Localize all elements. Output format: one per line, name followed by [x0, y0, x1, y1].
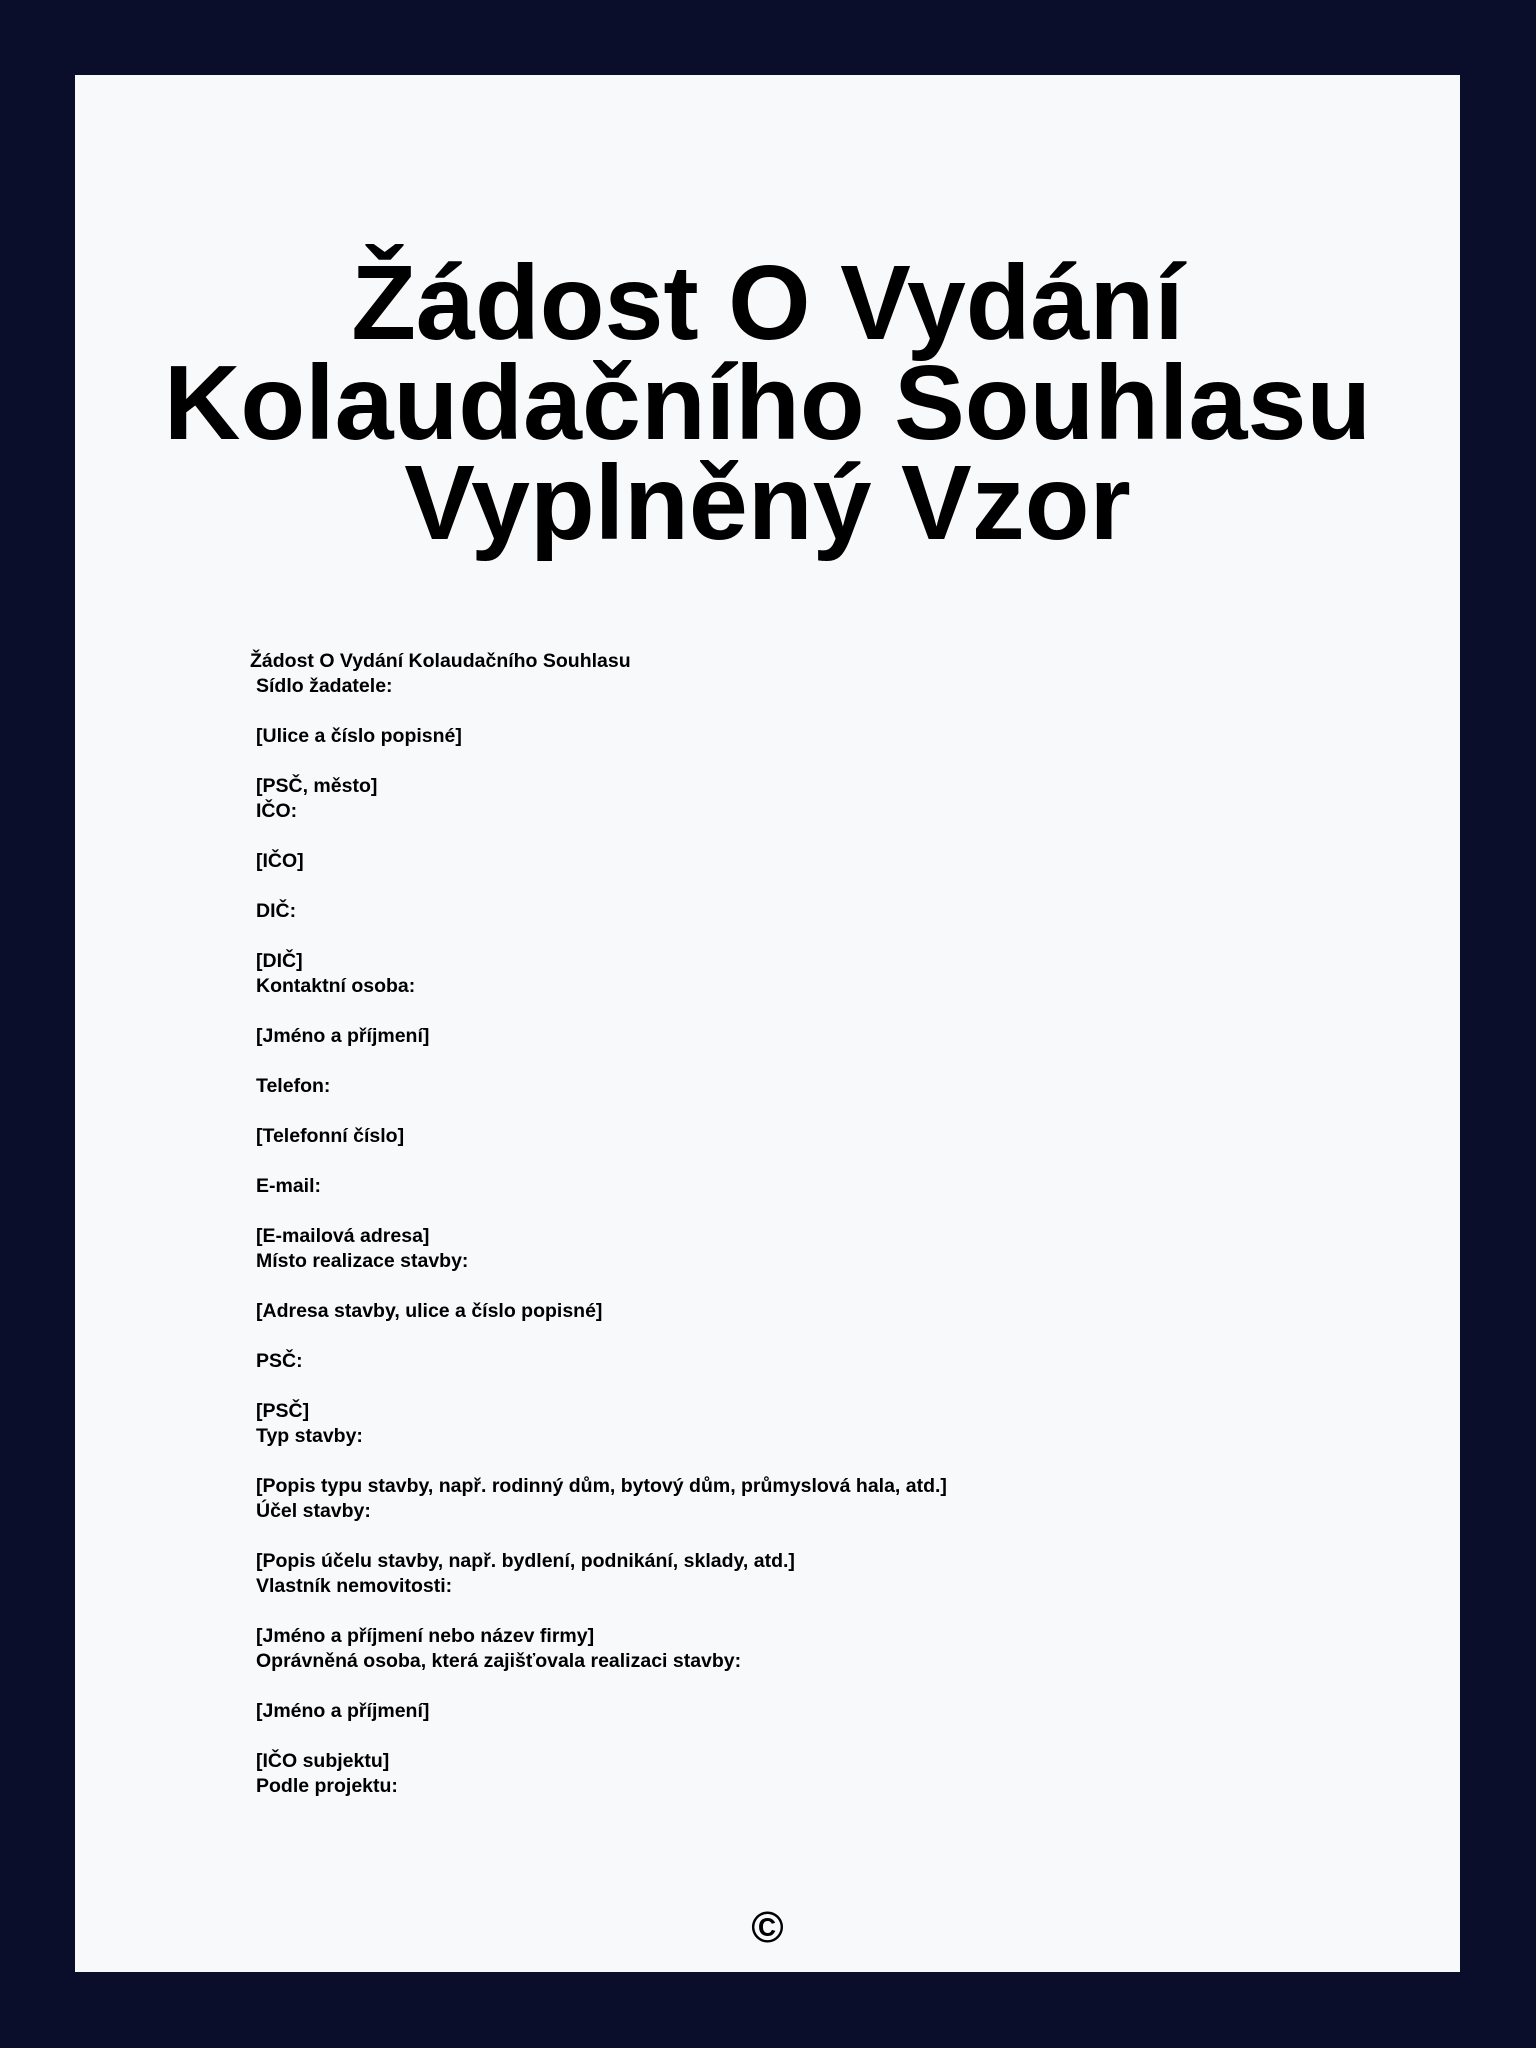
subject-ico-placeholder: [IČO subjektu]	[256, 1750, 390, 1772]
phone-placeholder: [Telefonní číslo]	[256, 1125, 405, 1147]
title-line-1: Žádost O Vydání	[351, 244, 1184, 362]
zip-city-placeholder: [PSČ, město]	[256, 775, 378, 797]
copyright-icon: ©	[751, 1903, 784, 1952]
title-line-2: Kolaudačního Souhlasu	[163, 344, 1372, 462]
contact-name-placeholder: [Jméno a příjmení]	[256, 1025, 430, 1047]
ico-label: IČO:	[256, 800, 298, 822]
phone-label: Telefon:	[256, 1075, 331, 1097]
construction-address-placeholder: [Adresa stavby, ulice a číslo popisné]	[256, 1300, 603, 1322]
building-type-label: Typ stavby:	[256, 1425, 363, 1447]
dic-placeholder: [DIČ]	[256, 950, 303, 972]
zip-placeholder: [PSČ]	[256, 1400, 310, 1422]
construction-site-label: Místo realizace stavby:	[256, 1250, 469, 1272]
applicant-seat-label: Sídlo žadatele:	[256, 675, 393, 697]
building-purpose-placeholder: [Popis účelu stavby, např. bydlení, podnikání, sklady, atd.]	[256, 1550, 795, 1572]
building-type-placeholder: [Popis typu stavby, např. rodinný dům, bytový dům, průmyslová hala, atd.]	[256, 1475, 947, 1497]
authorized-person-name-placeholder: [Jméno a příjmení]	[256, 1700, 430, 1722]
email-label: E-mail:	[256, 1175, 322, 1197]
page-title	[75, 244, 1460, 562]
application-form	[256, 674, 947, 1799]
ico-placeholder: [IČO]	[256, 850, 304, 872]
document-heading: Žádost O Vydání Kolaudačního Souhlasu	[250, 650, 631, 672]
title-line-3: Vyplněný Vzor	[404, 444, 1131, 562]
document-page	[75, 75, 1460, 1972]
zip-label: PSČ:	[256, 1350, 303, 1372]
authorized-person-label: Oprávněná osoba, která zajišťovala realizaci stavby:	[256, 1650, 742, 1672]
street-placeholder: [Ulice a číslo popisné]	[256, 725, 462, 747]
building-purpose-label: Účel stavby:	[256, 1500, 371, 1522]
email-placeholder: [E-mailová adresa]	[256, 1225, 430, 1247]
project-label: Podle projektu:	[256, 1775, 398, 1797]
contact-person-label: Kontaktní osoba:	[256, 975, 416, 997]
dic-label: DIČ:	[256, 900, 297, 922]
property-owner-placeholder: [Jméno a příjmení nebo název firmy]	[256, 1625, 595, 1647]
property-owner-label: Vlastník nemovitosti:	[256, 1575, 453, 1597]
